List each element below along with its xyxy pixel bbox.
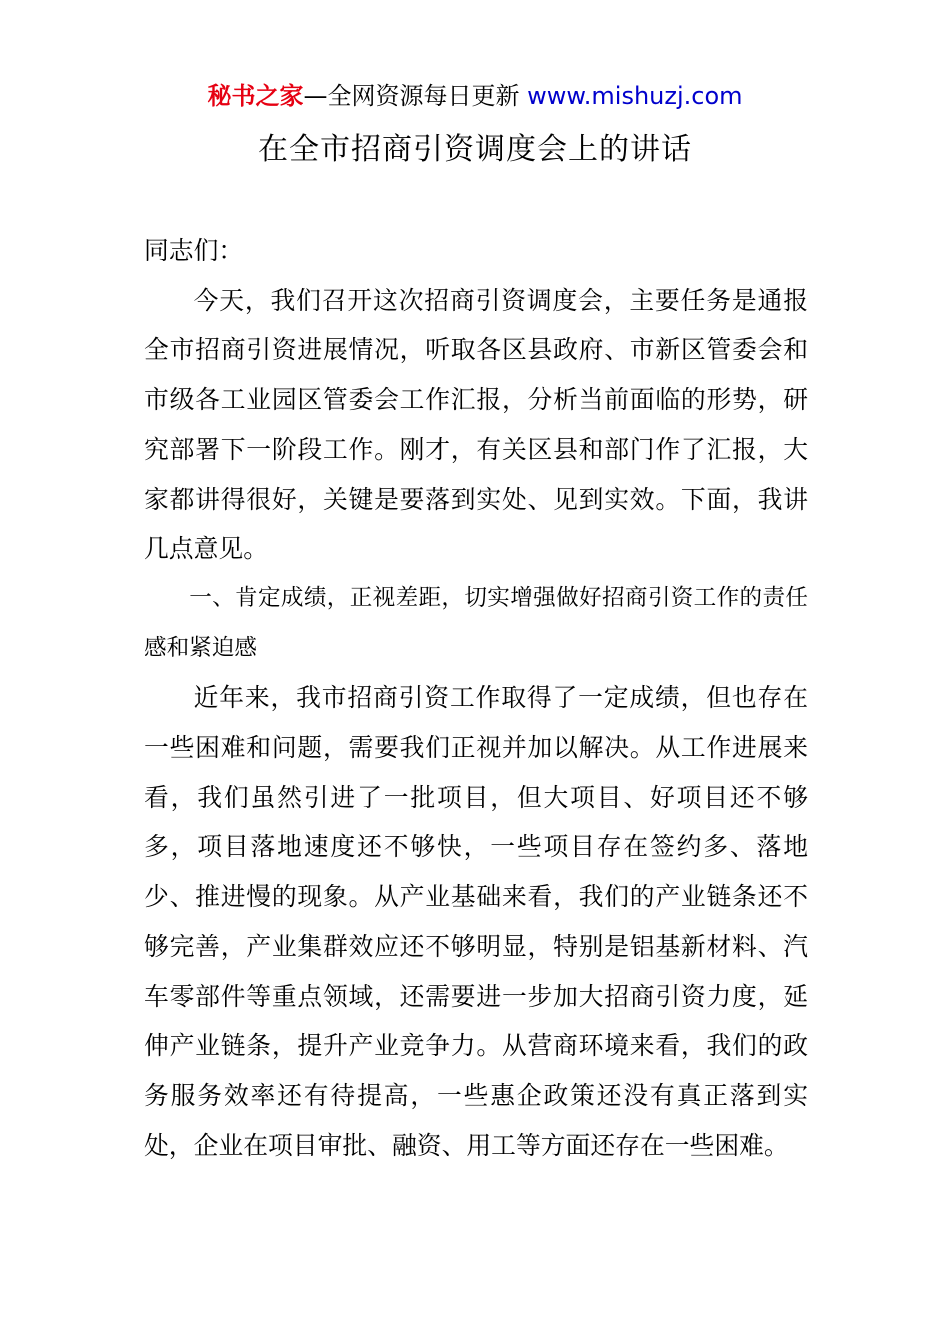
site-header bbox=[0, 80, 950, 112]
paragraph-section-1: 近年来，我市招商引资工作取得了一定成绩，但也存在一些困难和问题，需要我们正视并加以解决。从工作进展来看，我们虽然引进了一批项目，但大项目、好项目还不够多，项目落地速度还不够快，一些项目存在签约多、落地少、推进慢的现象。从产业基础来看，我们的产业链条还不够完善，产业集群效应还不够明显，特别是铝基新材料、汽车零部件等重点领域，还需要进一步加大招商引资力度，延伸产业链条，提升产业竞争力。从营商环境来看，我们的政务服务效率还有待提高，一些惠企政策还没有真正落到实处，企业在项目审批、融资、用工等方面还存在一些困难。 bbox=[144, 683, 808, 1160]
site-url-link[interactable]: www.mishuzj.com bbox=[527, 82, 743, 110]
document-body bbox=[144, 226, 808, 1170]
header-tagline: —全网资源每日更新 bbox=[303, 82, 528, 110]
section-heading-1: 一、肯定成绩，正视差距，切实增强做好招商引资工作的责任感和紧迫感 bbox=[144, 584, 808, 661]
document-title: 在全市招商引资调度会上的讲话 bbox=[258, 132, 692, 167]
paragraph-intro: 今天，我们召开这次招商引资调度会，主要任务是通报全市招商引资进展情况，听取各区县政府、市新区管委会和市级各工业园区管委会工作汇报，分析当前面临的形势，研究部署下一阶段工作。刚才，有关区县和部门作了汇报，大家都讲得很好，关键是要落到实处、见到实效。下面，我讲几点意见。 bbox=[144, 285, 808, 564]
brand-name: 秘书之家 bbox=[207, 82, 304, 110]
salutation: 同志们： bbox=[144, 236, 244, 265]
